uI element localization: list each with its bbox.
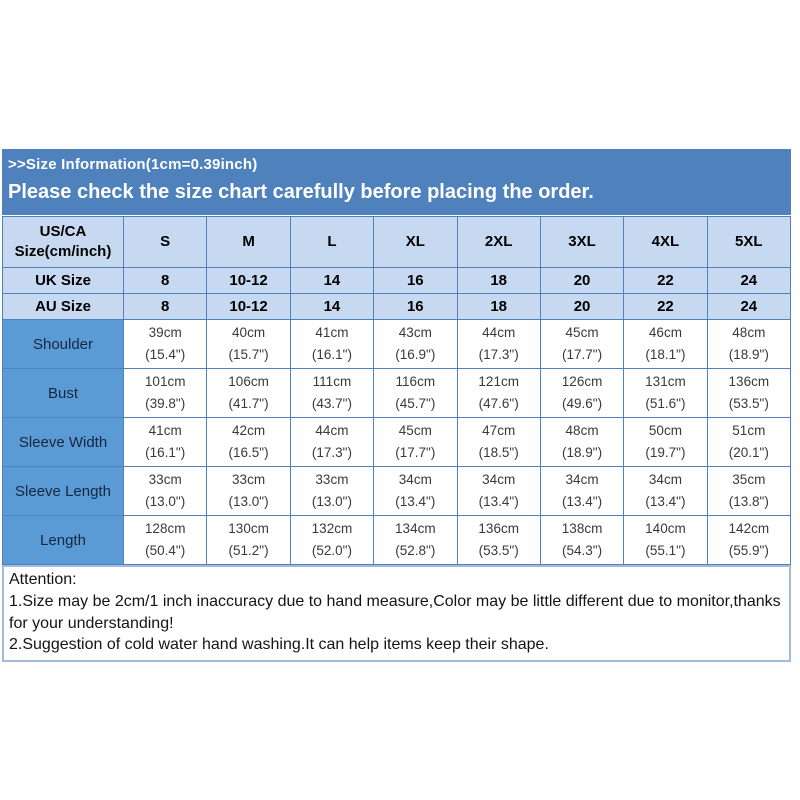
measure-value-cell	[290, 467, 373, 516]
measure-value-cell	[624, 369, 707, 418]
measure-value-cell	[290, 418, 373, 467]
row-label: AU Size	[3, 294, 124, 320]
table-header-row	[3, 217, 791, 268]
attention-note-2: 2.Suggestion of cold water hand washing.It can help items keep their shape.	[9, 636, 549, 654]
size-value-cell: 24	[707, 268, 790, 294]
measure-inch-value: (13.0")	[145, 494, 186, 509]
size-value-cell: 10-12	[207, 294, 290, 320]
size-value-cell: 18	[457, 294, 540, 320]
measure-value-cell	[707, 516, 790, 565]
size-column-header: 2XL	[457, 217, 540, 268]
size-row	[3, 294, 791, 320]
measure-value-cell	[540, 369, 623, 418]
measure-cm-value: 39cm	[148, 325, 182, 341]
measure-cm-value: 50cm	[648, 423, 682, 439]
measure-cm-value: 40cm	[232, 325, 266, 341]
measure-inch-value: (15.7")	[228, 347, 269, 362]
attention-box	[2, 565, 791, 662]
measure-cm-value: 131cm	[645, 374, 686, 390]
size-value-cell: 18	[457, 268, 540, 294]
measure-cm-value: 46cm	[648, 325, 682, 341]
size-value-cell: 22	[624, 294, 707, 320]
measure-value-cell	[540, 320, 623, 369]
size-column-header: 4XL	[624, 217, 707, 268]
measure-cm-value: 142cm	[728, 521, 770, 537]
measure-cm-value: 34cm	[648, 472, 682, 488]
measure-cm-value: 121cm	[478, 374, 519, 390]
corner-header-cell: US/CA Size(cm/inch)	[3, 217, 124, 268]
size-value-cell: 8	[124, 268, 207, 294]
measure-inch-value: (16.5")	[228, 445, 269, 460]
measure-value-cell	[540, 418, 623, 467]
measure-inch-value: (51.6")	[645, 396, 686, 411]
row-label: Sleeve Length	[3, 467, 124, 516]
measure-cm-value: 138cm	[561, 521, 603, 537]
measure-inch-value: (16.9")	[395, 347, 436, 362]
measure-cm-value: 33cm	[315, 472, 349, 488]
measure-value-cell	[540, 467, 623, 516]
measure-row	[3, 467, 791, 516]
measure-cm-value: 130cm	[228, 521, 269, 537]
measure-cm-value: 48cm	[732, 325, 766, 341]
measure-inch-value: (19.7")	[645, 445, 686, 460]
measure-inch-value: (54.3")	[562, 543, 603, 558]
measure-value-cell	[457, 516, 540, 565]
measure-value-cell	[374, 320, 457, 369]
banner-subtitle: Please check the size chart carefully before placing the order.	[8, 181, 594, 203]
measure-inch-value: (52.0")	[311, 543, 352, 558]
measure-inch-value: (17.7")	[395, 445, 436, 460]
measure-inch-value: (16.1")	[311, 347, 352, 362]
measure-value-cell	[457, 320, 540, 369]
measure-inch-value: (18.5")	[478, 445, 519, 460]
measure-cm-value: 45cm	[565, 325, 599, 341]
measure-cm-value: 134cm	[395, 521, 436, 537]
measure-cm-value: 35cm	[732, 472, 766, 488]
measure-inch-value: (20.1")	[728, 445, 769, 460]
measure-value-cell	[207, 467, 290, 516]
measure-cm-value: 101cm	[144, 374, 186, 390]
size-value-cell: 16	[374, 268, 457, 294]
measure-row	[3, 418, 791, 467]
size-column-header: 3XL	[540, 217, 623, 268]
size-value-cell: 24	[707, 294, 790, 320]
measure-value-cell	[207, 369, 290, 418]
measure-row	[3, 369, 791, 418]
size-column-header: 5XL	[707, 217, 790, 268]
size-column-header: M	[207, 217, 290, 268]
measure-value-cell	[457, 369, 540, 418]
measure-value-cell	[290, 516, 373, 565]
size-value-cell: 20	[540, 294, 623, 320]
measure-inch-value: (18.9")	[562, 445, 603, 460]
measure-value-cell	[374, 516, 457, 565]
size-value-cell: 10-12	[207, 268, 290, 294]
measure-inch-value: (17.7")	[562, 347, 603, 362]
size-table	[2, 216, 791, 565]
measure-value-cell	[124, 418, 207, 467]
size-column-header: XL	[374, 217, 457, 268]
measure-cm-value: 33cm	[148, 472, 182, 488]
size-chart-container	[2, 149, 791, 662]
size-value-cell: 14	[290, 268, 373, 294]
measure-cm-value: 34cm	[565, 472, 599, 488]
row-label: Shoulder	[3, 320, 124, 369]
measure-value-cell	[124, 467, 207, 516]
measure-cm-value: 41cm	[315, 325, 349, 341]
measure-cm-value: 136cm	[478, 521, 519, 537]
measure-cm-value: 126cm	[561, 374, 603, 390]
measure-cm-value: 51cm	[732, 423, 766, 439]
size-value-cell: 16	[374, 294, 457, 320]
attention-note-1: 1.Size may be 2cm/1 inch inaccuracy due to hand measure,Color may be little different due to monitor,thanks for your understanding!	[9, 592, 781, 632]
measure-cm-value: 128cm	[144, 521, 186, 537]
measure-inch-value: (43.7")	[311, 396, 352, 411]
measure-cm-value: 42cm	[232, 423, 266, 439]
measure-value-cell	[207, 320, 290, 369]
measure-value-cell	[540, 516, 623, 565]
banner-title: >>Size Information(1cm=0.39inch)	[8, 156, 258, 173]
measure-inch-value: (55.1")	[645, 543, 686, 558]
row-label: UK Size	[3, 268, 124, 294]
measure-row	[3, 516, 791, 565]
measure-cm-value: 132cm	[311, 521, 353, 537]
measure-inch-value: (16.1")	[145, 445, 186, 460]
measure-inch-value: (41.7")	[228, 396, 269, 411]
measure-inch-value: (39.8")	[145, 396, 186, 411]
measure-inch-value: (17.3")	[311, 445, 352, 460]
measure-value-cell	[707, 320, 790, 369]
size-column-header: L	[290, 217, 373, 268]
measure-inch-value: (18.1")	[645, 347, 686, 362]
measure-cm-value: 111cm	[312, 374, 352, 390]
measure-value-cell	[624, 418, 707, 467]
measure-value-cell	[124, 369, 207, 418]
measure-value-cell	[124, 320, 207, 369]
measure-cm-value: 44cm	[482, 325, 516, 341]
measure-value-cell	[290, 320, 373, 369]
measure-cm-value: 47cm	[482, 423, 516, 439]
measure-cm-value: 43cm	[398, 325, 432, 341]
measure-inch-value: (17.3")	[478, 347, 519, 362]
measure-inch-value: (47.6")	[478, 396, 519, 411]
size-value-cell: 14	[290, 294, 373, 320]
measure-value-cell	[207, 418, 290, 467]
attention-title: Attention:	[9, 571, 77, 588]
measure-inch-value: (13.0")	[228, 494, 269, 509]
measure-inch-value: (49.6")	[562, 396, 603, 411]
row-label: Bust	[3, 369, 124, 418]
measure-inch-value: (13.4")	[562, 494, 603, 509]
measure-inch-value: (13.0")	[311, 494, 352, 509]
measure-inch-value: (55.9")	[728, 543, 769, 558]
measure-value-cell	[707, 418, 790, 467]
measure-cm-value: 48cm	[565, 423, 599, 439]
measure-value-cell	[290, 369, 373, 418]
measure-cm-value: 44cm	[315, 423, 349, 439]
measure-inch-value: (18.9")	[728, 347, 769, 362]
size-info-banner	[2, 149, 791, 215]
measure-value-cell	[207, 516, 290, 565]
measure-inch-value: (13.4")	[395, 494, 436, 509]
measure-cm-value: 34cm	[398, 472, 432, 488]
size-value-cell: 20	[540, 268, 623, 294]
measure-cm-value: 106cm	[228, 374, 269, 390]
measure-row	[3, 320, 791, 369]
measure-inch-value: (53.5")	[728, 396, 769, 411]
measure-value-cell	[457, 418, 540, 467]
measure-value-cell	[124, 516, 207, 565]
measure-cm-value: 116cm	[395, 374, 436, 390]
measure-inch-value: (53.5")	[478, 543, 519, 558]
measure-inch-value: (45.7")	[395, 396, 436, 411]
measure-cm-value: 41cm	[148, 423, 182, 439]
measure-inch-value: (15.4")	[145, 347, 186, 362]
row-label: Length	[3, 516, 124, 565]
measure-cm-value: 34cm	[482, 472, 516, 488]
size-column-header: S	[124, 217, 207, 268]
measure-inch-value: (51.2")	[228, 543, 269, 558]
measure-cm-value: 140cm	[645, 521, 686, 537]
measure-value-cell	[457, 467, 540, 516]
measure-inch-value: (50.4")	[145, 543, 186, 558]
measure-value-cell	[624, 516, 707, 565]
measure-cm-value: 33cm	[232, 472, 266, 488]
measure-inch-value: (52.8")	[395, 543, 436, 558]
measure-value-cell	[374, 369, 457, 418]
measure-inch-value: (13.4")	[478, 494, 519, 509]
measure-inch-value: (13.4")	[645, 494, 686, 509]
measure-inch-value: (13.8")	[728, 494, 769, 509]
row-label: Sleeve Width	[3, 418, 124, 467]
measure-value-cell	[624, 467, 707, 516]
measure-value-cell	[707, 467, 790, 516]
size-row	[3, 268, 791, 294]
measure-value-cell	[707, 369, 790, 418]
measure-value-cell	[374, 418, 457, 467]
measure-cm-value: 136cm	[728, 374, 770, 390]
measure-value-cell	[374, 467, 457, 516]
size-value-cell: 22	[624, 268, 707, 294]
measure-value-cell	[624, 320, 707, 369]
measure-cm-value: 45cm	[398, 423, 432, 439]
size-value-cell: 8	[124, 294, 207, 320]
